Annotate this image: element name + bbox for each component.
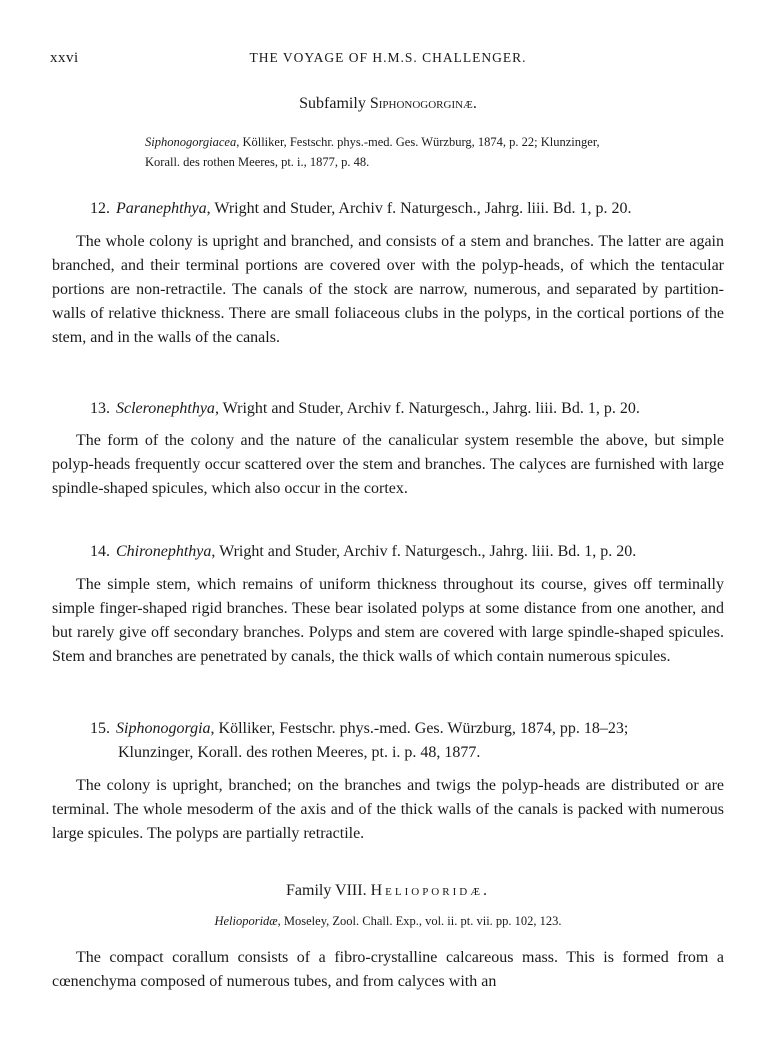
entry-citation-line2: Klunzinger, Korall. des rothen Meeres, pt. i. p. 48, 1877. <box>118 744 481 761</box>
genus-name: Chironephthya <box>116 543 212 560</box>
genus-entry-heading <box>90 540 720 564</box>
page-number: xxvi <box>50 50 79 66</box>
family-ref-italic: Helioporidæ <box>214 914 278 928</box>
entry-citation: , Wright and Studer, Archiv f. Naturgesch., Jahrg. liii. Bd. 1, p. 20. <box>214 400 640 417</box>
entry-citation: , Wright and Studer, Archiv f. Naturgesch., Jahrg. liii. Bd. 1, p. 20. <box>211 543 637 560</box>
genus-name: Paranephthya <box>116 200 207 217</box>
subfamily-ref-italic: Siphonogorgiacea <box>145 135 237 149</box>
entry-citation: , Kölliker, Festschr. phys.-med. Ges. Würzburg, 1874, pp. 18–23; <box>210 720 629 737</box>
subfamily-reference <box>145 132 725 172</box>
family-name: Helioporidæ. <box>370 882 490 899</box>
subfamily-prefix: Subfamily <box>299 95 370 112</box>
genus-entry-heading <box>90 197 720 221</box>
family-heading <box>0 882 776 900</box>
genus-description: The colony is upright, branched; on the branches and twigs the polyp-heads are distributed or are terminal. The whole mesoderm of the axis and of the thick walls of the canals is packed with numerous large spicules. The polyps are partially retractile. <box>52 777 724 842</box>
family-prefix: Family VIII. <box>286 882 371 899</box>
entry-number: 15. <box>90 720 110 737</box>
genus-entry-heading <box>90 397 720 421</box>
family-reference <box>0 914 776 929</box>
subfamily-ref-line2: Korall. des rothen Meeres, pt. i., 1877, p. 48. <box>145 155 370 169</box>
entry-number: 14. <box>90 543 110 560</box>
genus-description: The form of the colony and the nature of the canalicular system resemble the above, but simple polyp-heads frequently occur scattered over the stem and branches. The calyces are furnished with large spindle-shaped spicules, which also occur in the cortex. <box>52 432 724 497</box>
family-description: The compact corallum consists of a fibro-crystalline calcareous mass. This is formed from a cœnenchyma composed of numerous tubes, and from calyces with an <box>52 949 724 990</box>
entry-citation: , Wright and Studer, Archiv f. Naturgesch., Jahrg. liii. Bd. 1, p. 20. <box>206 200 632 217</box>
genus-entry-heading <box>90 717 720 765</box>
subfamily-ref-text: , Kölliker, Festschr. phys.-med. Ges. Würzburg, 1874, p. 22; Klunzinger, <box>236 135 600 149</box>
entry-number: 13. <box>90 400 110 417</box>
subfamily-name: Siphonogorginæ. <box>369 95 477 112</box>
genus-description: The simple stem, which remains of uniform thickness throughout its course, gives off terminally simple finger-shaped rigid branches. These bear isolated polyps at some distance from one another, and but rarely give off secondary branches. Polyps and stem are covered with large spindle-shaped spicules. Stem and branches are penetrated by canals, the thick walls of which contain numerous spicules. <box>52 576 724 665</box>
genus-description: The whole colony is upright and branched, and consists of a stem and branches. The latter are again branched, and their terminal portions are covered over with the polyp-heads, of which the tentacular portions are non-retractile. The canals of the stock are narrow, numerous, and separated by partition-walls of relative thickness. There are small foliaceous clubs in the polyps, in the cortical portions of the stem, and in the walls of the canals. <box>52 233 724 346</box>
genus-name: Scleronephthya <box>116 400 215 417</box>
entry-number: 12. <box>90 200 110 217</box>
subfamily-heading <box>0 95 776 113</box>
family-ref-text: , Moseley, Zool. Chall. Exp., vol. ii. pt. vii. pp. 102, 123. <box>277 914 562 928</box>
running-title: THE VOYAGE OF H.M.S. CHALLENGER. <box>249 50 527 65</box>
genus-name: Siphonogorgia <box>116 720 211 737</box>
